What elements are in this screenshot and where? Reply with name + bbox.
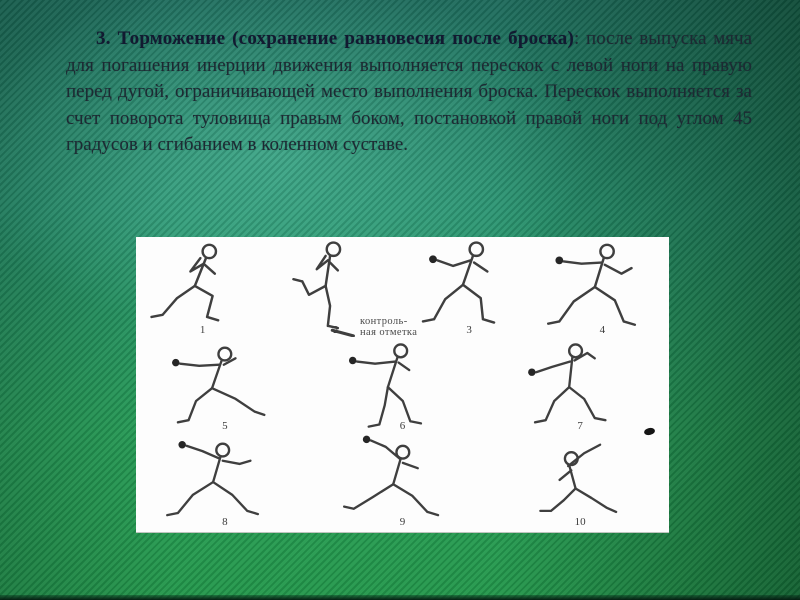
figure-frame-9 (314, 433, 492, 529)
figure-frame-4 (536, 237, 669, 337)
paragraph-body-text: : после выпуска мяча для погашения инерции движения выполняется перескок с левой ноги на правую перед дугой, ограничивающей место выполнения броска. Перескок выполняется за счет поворота туловища правым боком, постановкой правой ноги под углом 45 градусов и сгибанием в коленном суставе. (66, 28, 752, 155)
frame-number: 1 (199, 324, 206, 336)
frame-number: 4 (599, 324, 606, 336)
figure-frame-5 (136, 337, 314, 433)
frame-number: 3 (466, 324, 472, 336)
athlete-pose-6-icon (314, 337, 492, 433)
control-mark-label (360, 316, 417, 338)
athlete-pose-1-icon (136, 237, 269, 337)
figure-frame-3 (403, 237, 536, 337)
figure-row-2 (136, 337, 669, 433)
frame-number: 8 (222, 516, 228, 528)
athlete-pose-7-icon (491, 337, 669, 433)
figure-row-3 (136, 433, 669, 529)
athlete-pose-8-icon (136, 433, 314, 529)
frame-number: 7 (577, 420, 583, 432)
slide-bottom-edge (0, 595, 800, 600)
figure-frame-8 (136, 433, 314, 529)
frame-number: 5 (222, 420, 228, 432)
control-mark-line2: ная отметка (360, 327, 418, 338)
athlete-pose-5-icon (136, 337, 314, 433)
athlete-pose-3-icon (403, 237, 536, 337)
frame-number: 6 (399, 420, 406, 432)
technique-sequence-panel (136, 237, 669, 533)
paragraph-bold-lead: 3. Торможение (сохранение равновесия после броска) (96, 28, 575, 49)
frame-number: 2 (333, 324, 339, 336)
figure-frame-7 (491, 337, 669, 433)
frame-number: 10 (574, 516, 586, 528)
athlete-pose-10-icon (491, 433, 669, 529)
figure-frame-10 (491, 433, 669, 529)
figure-frame-6 (314, 337, 492, 433)
athlete-pose-9-icon (314, 433, 492, 529)
slide-paragraph (66, 26, 752, 159)
frame-number: 9 (399, 516, 406, 528)
control-mark-line1: контроль- (360, 316, 408, 327)
athlete-pose-4-icon (536, 237, 669, 337)
figure-frame-1 (136, 237, 269, 337)
